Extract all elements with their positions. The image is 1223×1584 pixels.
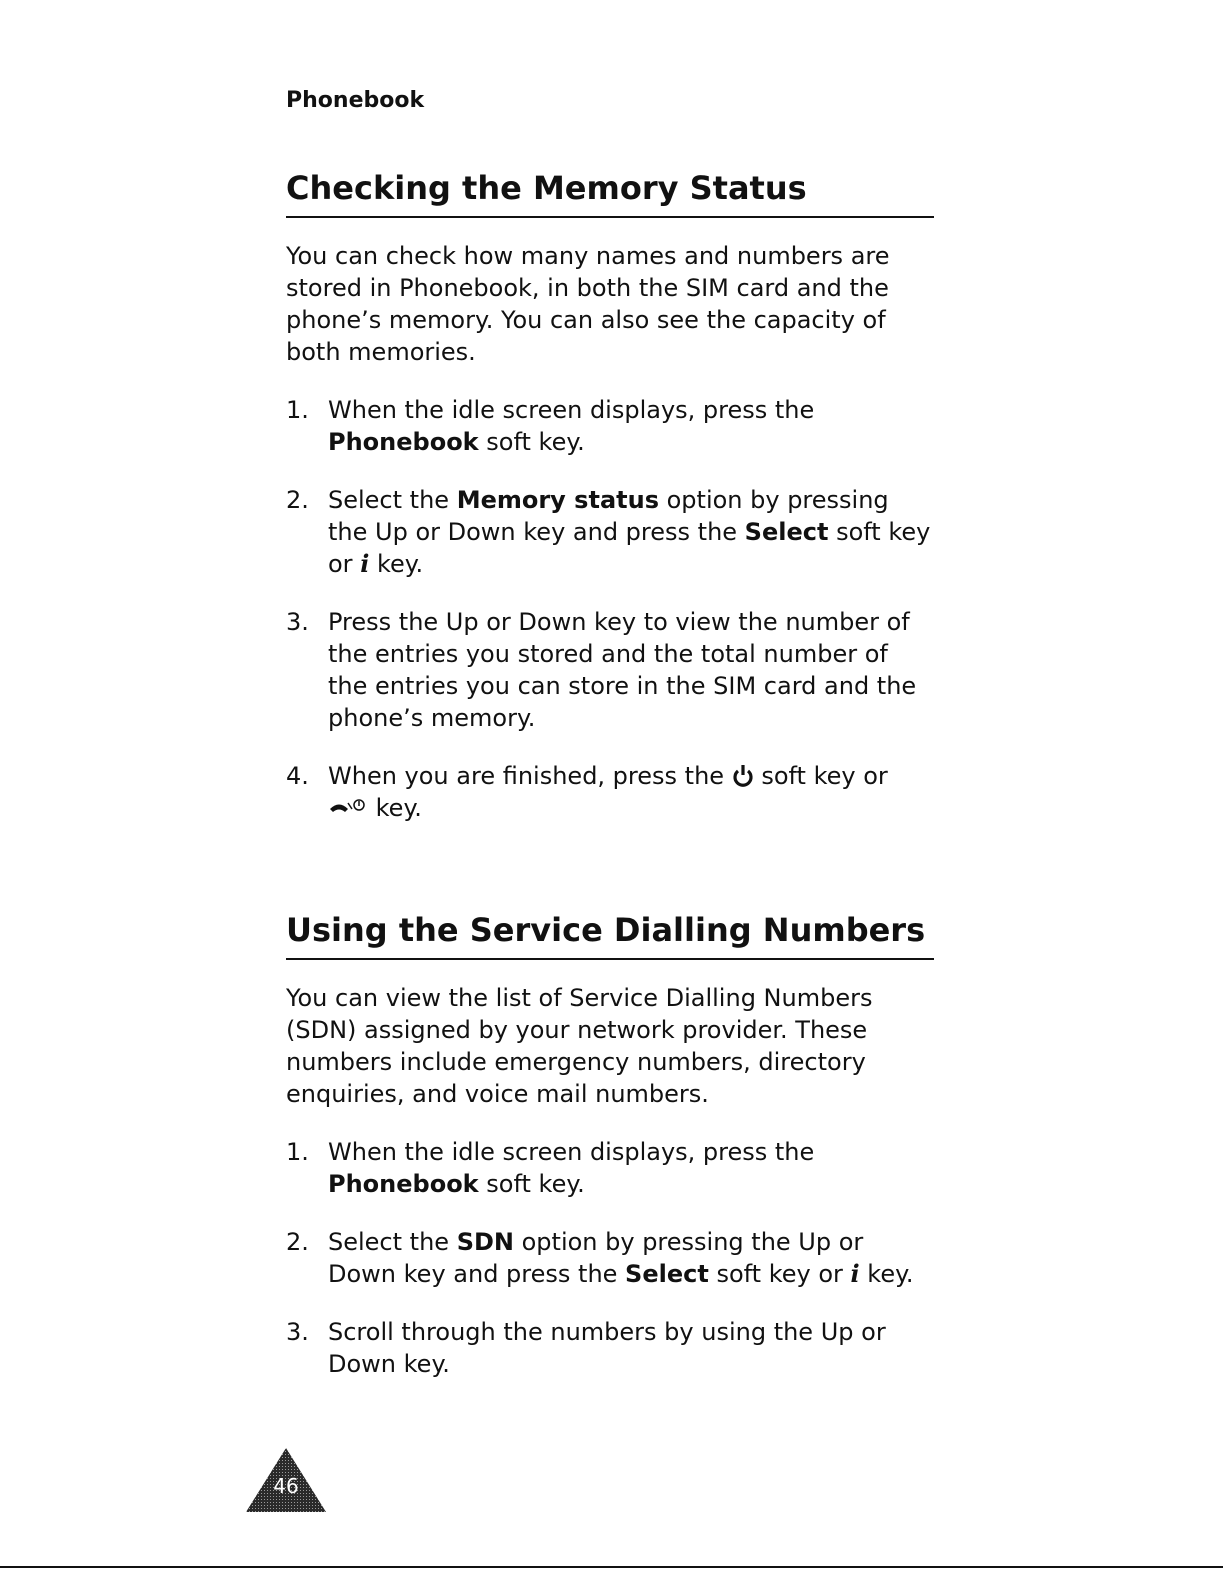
step-text: key. <box>368 794 422 822</box>
step-number: 3. <box>286 1318 309 1346</box>
step-item <box>286 1136 934 1200</box>
bottom-rule <box>0 1566 1223 1568</box>
step-text: option by pressing the Up or Down key and press the <box>328 486 889 546</box>
step-text: When you are finished, press the <box>328 762 732 790</box>
section-intro: You can check how many names and numbers are stored in Phonebook, in both the SIM card and the phone’s memory. You can also see the capacity of both memories. <box>286 242 890 366</box>
step-number: 2. <box>286 1228 309 1256</box>
step-text: soft key. <box>478 428 585 456</box>
step-keyword: Phonebook <box>328 428 479 456</box>
info-key-icon: i <box>850 1259 860 1288</box>
step-text: soft key or <box>753 762 888 790</box>
step-item <box>286 394 934 458</box>
step-keyword: Phonebook <box>328 1170 479 1198</box>
step-text: option by pressing the Up or Down key and press the <box>328 1228 864 1288</box>
step-number: 4. <box>286 762 309 790</box>
step-item <box>286 606 934 734</box>
step-list <box>286 394 934 824</box>
step-text: Scroll through the numbers by using the Up or Down key. <box>328 1318 886 1378</box>
step-item <box>286 760 934 824</box>
section-intro: You can view the list of Service Dialling Numbers (SDN) assigned by your network provider. These numbers include emergency numbers, directory enquiries, and voice mail numbers. <box>286 984 873 1108</box>
section-memory-status <box>286 168 934 824</box>
step-number: 1. <box>286 1138 309 1166</box>
step-text: soft key or <box>328 518 931 578</box>
step-keyword: SDN <box>456 1228 514 1256</box>
running-header: Phonebook <box>286 88 425 113</box>
step-keyword: Memory status <box>456 486 659 514</box>
step-text: Select the <box>328 1228 457 1256</box>
step-keyword: Select <box>625 1260 709 1288</box>
step-number: 3. <box>286 608 309 636</box>
step-text: Press the Up or Down key to view the number of the entries you stored and the total number of the entries you can store in the SIM card and the phone’s memory. <box>328 608 917 732</box>
step-item <box>286 1226 934 1290</box>
step-text: key. <box>369 550 424 578</box>
step-list <box>286 1136 934 1380</box>
power-softkey-icon <box>732 764 754 788</box>
step-number: 1. <box>286 396 309 424</box>
info-key-icon: i <box>360 549 370 578</box>
page-number: 46 <box>273 1474 299 1498</box>
step-number: 2. <box>286 486 309 514</box>
section-title: Using the Service Dialling Numbers <box>286 910 934 960</box>
step-text: soft key. <box>478 1170 585 1198</box>
section-title: Checking the Memory Status <box>286 168 934 218</box>
section-service-dialling-numbers <box>286 910 934 1380</box>
step-item <box>286 1316 934 1380</box>
step-item <box>286 484 934 580</box>
step-keyword: Select <box>744 518 829 546</box>
step-text: soft key or <box>708 1260 851 1288</box>
step-text: When the idle screen displays, press the <box>328 1138 815 1166</box>
step-text: Select the <box>328 486 457 514</box>
step-text: key. <box>859 1260 914 1288</box>
step-text: When the idle screen displays, press the <box>328 396 815 424</box>
end-call-key-icon <box>328 795 368 817</box>
